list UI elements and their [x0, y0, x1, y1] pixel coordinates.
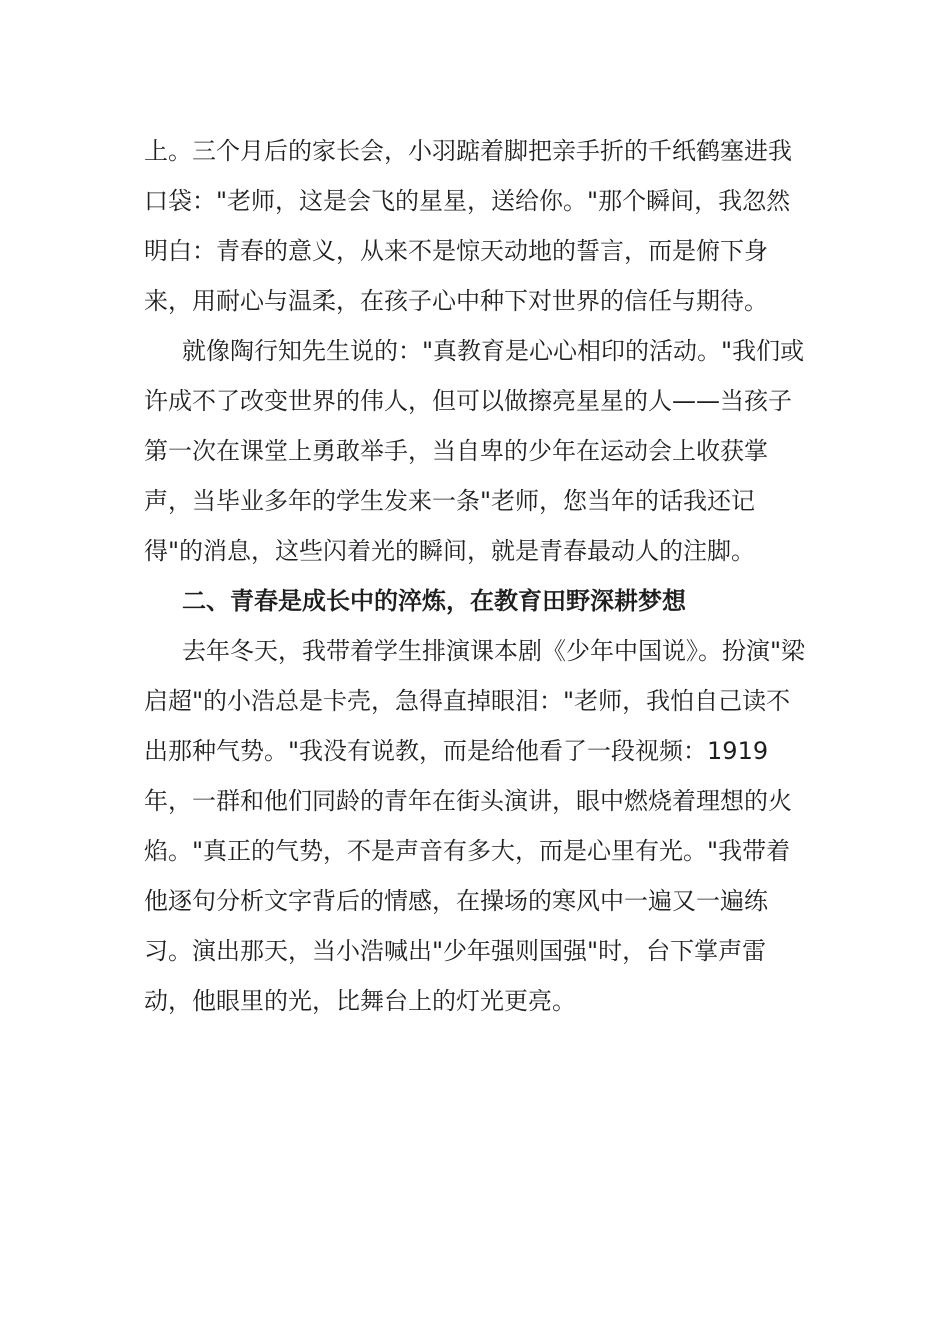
paragraph-continuation: 上。三个月后的家长会，小羽踮着脚把亲手折的千纸鹤塞进我口袋："老师，这是会飞的星星，送给你。"那个瞬间，我忽然明白：青春的意义，从来不是惊天动地的誓言，而是俯下身来，用耐心与温柔，在孩子心中种下对世界的信任与期待。	[144, 137, 792, 315]
document-body	[144, 126, 812, 1026]
section-heading-2: 二、青春是成长中的淬炼，在教育田野深耕梦想	[182, 587, 686, 615]
paragraph-drama-story: 去年冬天，我带着学生排演课本剧《少年中国说》。扮演"梁启超"的小浩总是卡壳，急得直掉眼泪："老师，我怕自己读不出那种气势。"我没有说教，而是给他看了一段视频：1919年，一群和他们同龄的青年在街头演讲，眼中燃烧着理想的火焰。"真正的气势，不是声音有多大，而是心里有光。"我带着他逐句分析文字背后的情感，在操场的寒风中一遍又一遍练习。演出那天，当小浩喊出"少年强则国强"时，台下掌声雷动，他眼里的光，比舞台上的灯光更亮。	[144, 637, 806, 1015]
paragraph-tao-xingzhi-quote: 就像陶行知先生说的："真教育是心心相印的活动。"我们或许成不了改变世界的伟人，但可以做擦亮星星的人——当孩子第一次在课堂上勇敢举手，当自卑的少年在运动会上收获掌声，当毕业多年的学生发来一条"老师，您当年的话我还记得"的消息，这些闪着光的瞬间，就是青春最动人的注脚。	[144, 337, 805, 565]
